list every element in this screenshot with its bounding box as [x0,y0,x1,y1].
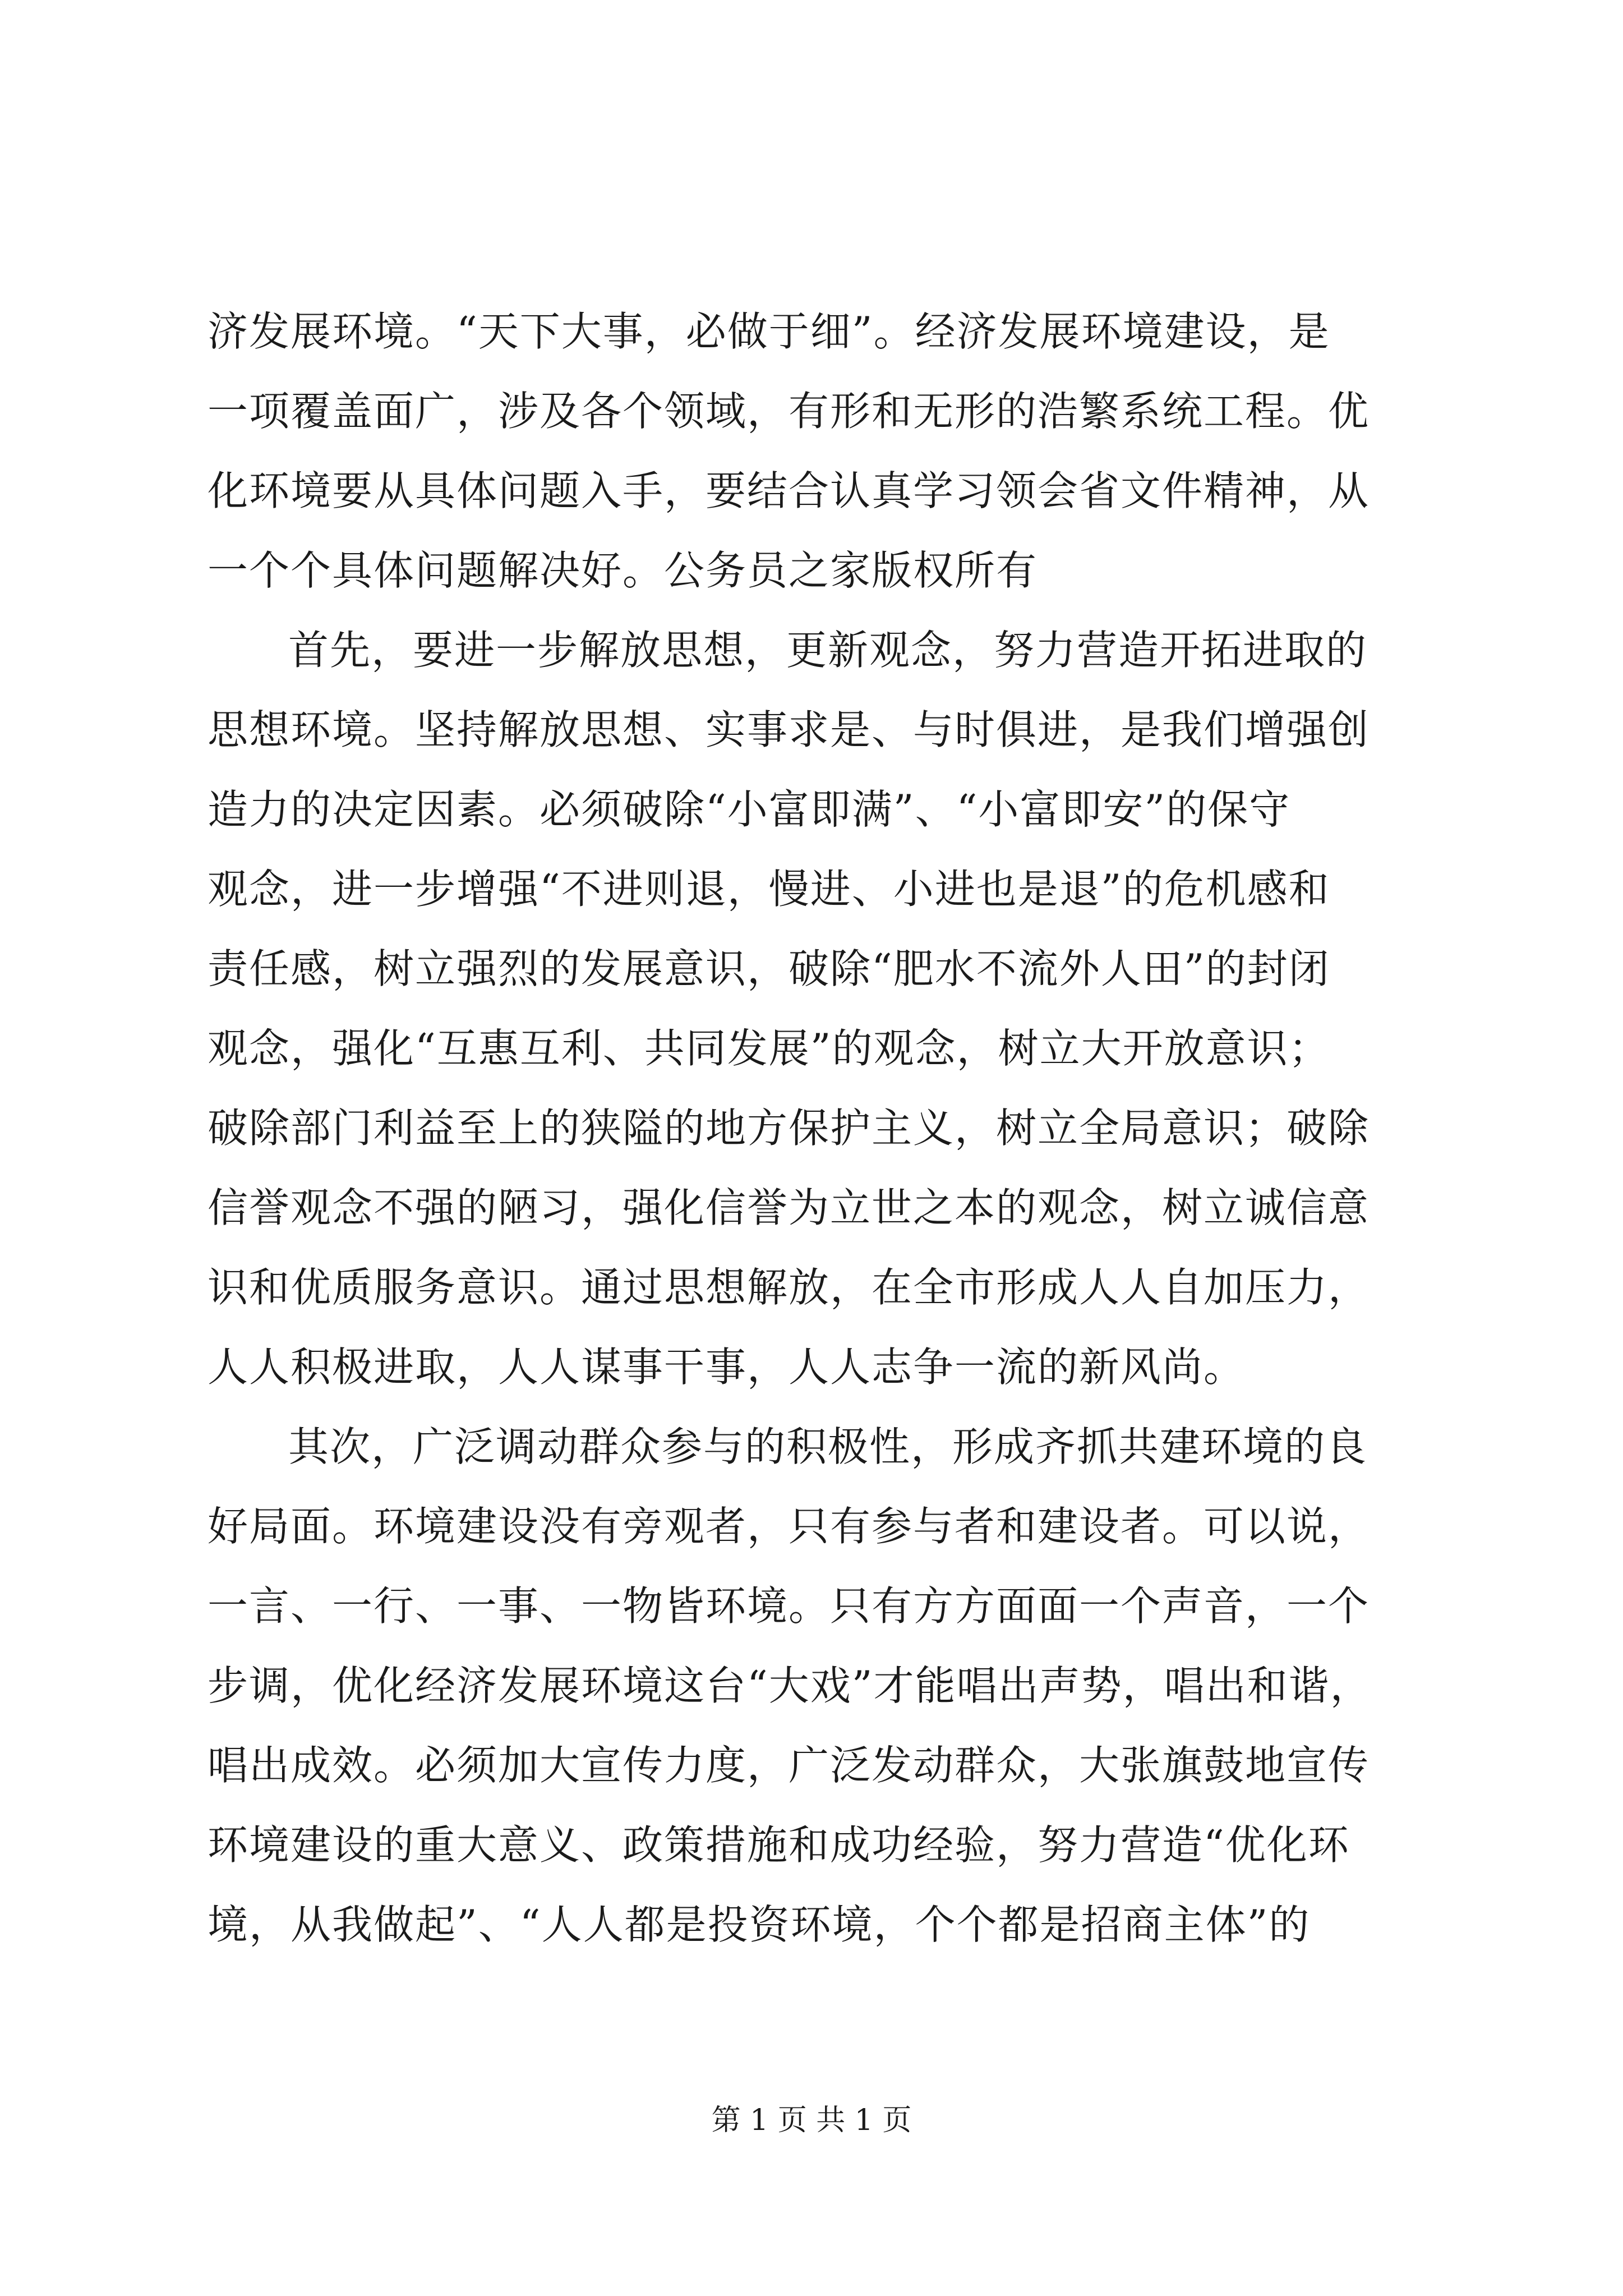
text-line: 破除部门利益至上的狭隘的地方保护主义，树立全局意识；破除 [208,1105,1370,1152]
text-line: 信誉观念不强的陋习，强化信誉为立世之本的观念，树立诚信意 [208,1184,1370,1231]
text-line: 观念，强化“互惠互利、共同发展”的观念，树立大开放意识； [208,1025,1330,1072]
text-line: 唱出成效。必须加大宣传力度，广泛发动群众，大张旗鼓地宣传 [208,1742,1370,1789]
text-line: 济发展环境。“天下大事，必做于细”。经济发展环境建设，是 [208,308,1330,355]
text-line: 境，从我做起”、“人人都是投资环境，个个都是招商主体”的 [208,1901,1311,1948]
text-line: 一个个具体问题解决好。公务员之家版权所有 [208,547,1038,594]
text-line: 思想环境。坚持解放思想、实事求是、与时俱进，是我们增强创 [208,706,1370,753]
text-line: 观念，进一步增强“不进则退，慢进、小进也是退”的危机感和 [208,866,1330,913]
text-line: 识和优质服务意识。通过思想解放，在全市形成人人自加压力， [208,1264,1370,1311]
page-footer [0,2101,1623,2140]
paragraph-first-line: 首先，要进一步解放思想，更新观念，努力营造开拓进取的 [288,627,1368,674]
text-line: 一项覆盖面广，涉及各个领域，有形和无形的浩繁系统工程。优 [208,388,1370,435]
text-line: 造力的决定因素。必须破除“小富即满”、“小富即安”的保守 [208,786,1291,833]
text-line: 步调，优化经济发展环境这台“大戏”才能唱出声势，唱出和谐， [208,1662,1372,1709]
text-line: 责任感，树立强烈的发展意识，破除“肥水不流外人田”的封闭 [208,945,1330,992]
text-line: 环境建设的重大意义、政策措施和成功经验，努力营造“优化环 [208,1821,1350,1869]
document-body [208,292,1419,1964]
text-line: 化环境要从具体问题入手，要结合认真学习领会省文件精神，从 [208,467,1370,514]
text-line: 人人积极进取，人人谋事干事，人人志争一流的新风尚。 [208,1343,1246,1391]
text-line: 好局面。环境建设没有旁观者，只有参与者和建设者。可以说， [208,1503,1370,1550]
page-number: 第 1 页 共 1 页 [711,2104,912,2137]
text-line: 一言、一行、一事、一物皆环境。只有方方面面一个声音，一个 [208,1582,1370,1630]
paragraph-first-line: 其次，广泛调动群众参与的积极性，形成齐抓共建环境的良 [288,1423,1368,1470]
